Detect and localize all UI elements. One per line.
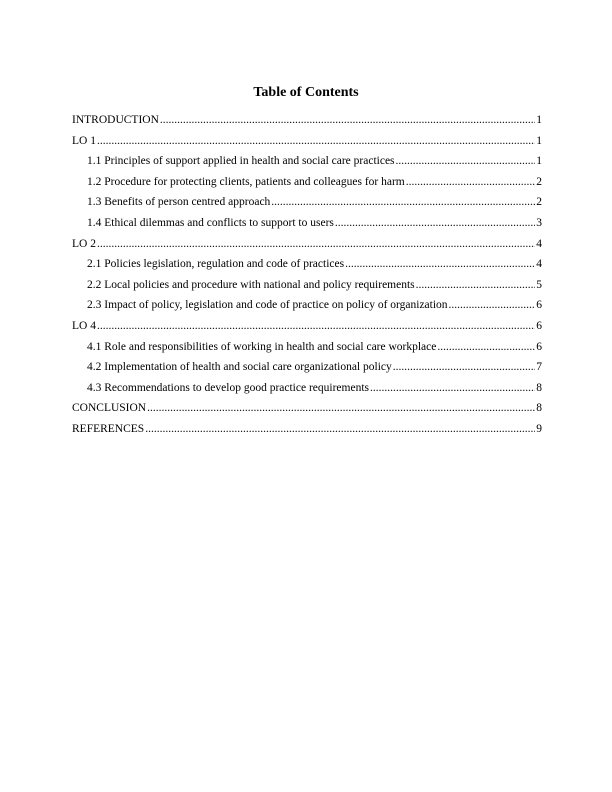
toc-dot-leader — [345, 256, 535, 272]
toc-page-number: 3 — [536, 216, 542, 229]
toc-entry-lo2[interactable] — [72, 236, 542, 257]
toc-page-number: 2 — [536, 196, 542, 209]
toc-dot-leader — [335, 215, 535, 231]
toc-dot-leader — [145, 421, 535, 437]
table-of-contents — [72, 112, 542, 442]
toc-entry-label: LO 2 — [72, 237, 96, 250]
toc-dot-leader — [97, 133, 535, 149]
toc-dot-leader — [437, 339, 535, 355]
toc-entry-label: 1.1 Principles of support applied in health and social care practices — [87, 155, 395, 168]
toc-dot-leader — [97, 236, 535, 252]
toc-entry-1-3[interactable] — [72, 194, 542, 215]
toc-entry-4-3[interactable] — [72, 380, 542, 401]
toc-entry-label: 2.1 Policies legislation, regulation and code of practices — [87, 258, 345, 271]
toc-entry-lo1[interactable] — [72, 133, 542, 154]
toc-dot-leader — [396, 153, 536, 169]
toc-dot-leader — [416, 277, 536, 293]
toc-entry-4-2[interactable] — [72, 359, 542, 380]
toc-entry-conclusion[interactable] — [72, 400, 542, 421]
toc-entry-label: 1.4 Ethical dilemmas and conflicts to support to users — [87, 216, 334, 229]
toc-dot-leader — [393, 359, 536, 375]
toc-entry-2-1[interactable] — [72, 256, 542, 277]
toc-entry-label: 2.3 Impact of policy, legislation and code of practice on policy of organization — [87, 299, 448, 312]
toc-page-number: 6 — [536, 340, 542, 353]
toc-entry-label: LO 4 — [72, 319, 96, 332]
toc-dot-leader — [370, 380, 535, 396]
toc-page-number: 1 — [536, 155, 542, 168]
toc-page-number: 7 — [536, 361, 542, 374]
toc-dot-leader — [271, 194, 535, 210]
toc-entry-label: CONCLUSION — [72, 402, 147, 415]
toc-entry-2-3[interactable] — [72, 297, 542, 318]
toc-entry-label: 1.2 Procedure for protecting clients, patients and colleagues for harm — [87, 175, 405, 188]
toc-page-number: 2 — [536, 175, 542, 188]
toc-entry-label: 2.2 Local policies and procedure with national and policy requirements — [87, 278, 415, 291]
toc-entry-label: 4.3 Recommendations to develop good practice requirements — [87, 381, 369, 394]
toc-page-number: 1 — [536, 114, 542, 126]
toc-dot-leader — [406, 174, 536, 190]
toc-entry-label: 4.1 Role and responsibilities of working in health and social care workplace — [87, 340, 437, 353]
toc-page-number: 9 — [536, 422, 542, 435]
toc-page-number: 1 — [536, 134, 542, 147]
toc-title: Table of Contents — [253, 85, 359, 100]
toc-entry-label: LO 1 — [72, 134, 96, 147]
toc-page-number: 4 — [536, 258, 542, 271]
toc-dot-leader — [160, 112, 535, 128]
toc-entry-label: 1.3 Benefits of person centred approach — [87, 196, 271, 209]
toc-entry-lo4[interactable] — [72, 318, 542, 339]
toc-entry-4-1[interactable] — [72, 339, 542, 360]
toc-dot-leader — [449, 297, 536, 313]
toc-entry-1-4[interactable] — [72, 215, 542, 236]
toc-entry-1-2[interactable] — [72, 174, 542, 195]
toc-entry-label: REFERENCES — [72, 422, 145, 435]
toc-entry-label: INTRODUCTION — [72, 114, 159, 126]
toc-entry-label: 4.2 Implementation of health and social care organizational policy — [87, 361, 392, 374]
toc-page-number: 8 — [536, 381, 542, 394]
toc-entry-2-2[interactable] — [72, 277, 542, 298]
toc-page-number: 6 — [536, 319, 542, 332]
toc-page-number: 8 — [536, 402, 542, 415]
toc-page-number: 5 — [536, 278, 542, 291]
toc-dot-leader — [147, 400, 535, 416]
toc-page-number: 6 — [536, 299, 542, 312]
toc-entry-1-1[interactable] — [72, 153, 542, 174]
toc-entry-introduction[interactable] — [72, 112, 542, 133]
toc-dot-leader — [97, 318, 535, 334]
toc-page-number: 4 — [536, 237, 542, 250]
toc-entry-references[interactable] — [72, 421, 542, 442]
